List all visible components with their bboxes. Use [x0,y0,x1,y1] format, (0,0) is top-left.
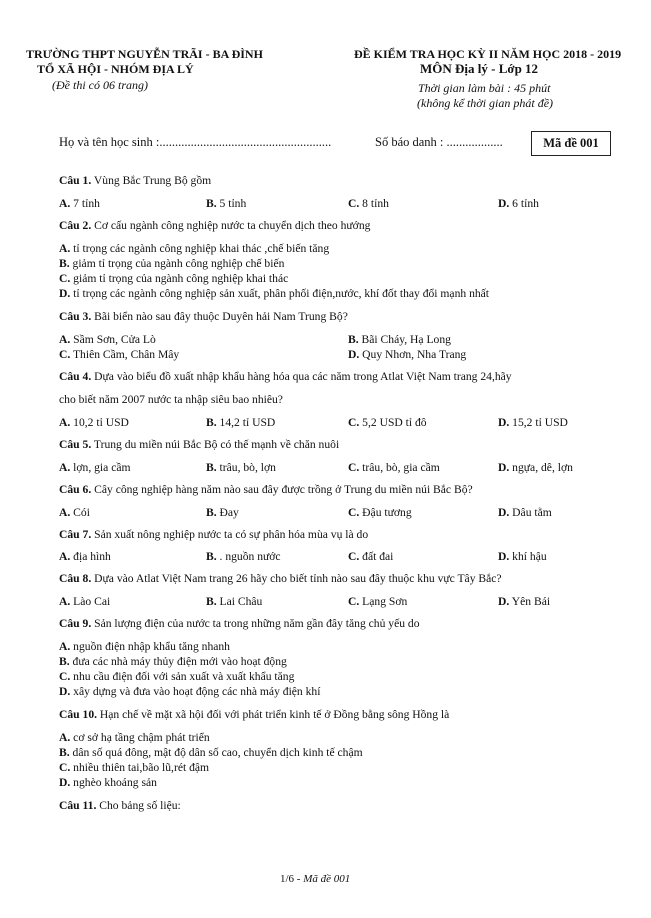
q8-option-c: C. Lạng Sơn [348,595,408,608]
q7-option-c: C. đất đai [348,550,394,563]
q7-option-a: A. địa hình [59,550,111,563]
q4-option-d: D. 15,2 tỉ USD [498,416,568,429]
q3-option-b: B. Bãi Cháy, Hạ Long [348,333,451,346]
q3-option-a: A. Sầm Sơn, Cửa Lò [59,333,156,346]
q9-option-c: C. nhu cầu điện đối với sản xuất và xuất khẩu tăng [59,670,295,683]
q5-option-a: A. lợn, gia cầm [59,461,131,474]
question-text: Vùng Bắc Trung Bộ gồm [91,174,212,187]
q7-option-d: D. khí hậu [498,550,547,563]
q10-option-a: A. cơ sở hạ tầng chậm phát triển [59,731,210,744]
question-4: Câu 4. Dựa vào biểu đồ xuất nhập khẩu hàng hóa qua các năm trong Atlat Việt Nam trang 24,hãy [59,370,512,383]
question-6: Câu 6. Cây công nghiệp hàng năm nào sau đây được trồng ở Trung du miền núi Bắc Bộ? [59,483,473,496]
q10-option-b: B. dân số quá đông, mật độ dân số cao, chuyển dịch kinh tế chậm [59,746,363,759]
q1-option-c: C. 8 tỉnh [348,197,389,210]
question-7: Câu 7. Sản xuất nông nghiệp nước ta có sự phân hóa mùa vụ là do [59,528,369,541]
q3-option-d: D. Quy Nhơn, Nha Trang [348,348,467,361]
question-4-line-2: cho biết năm 2007 nước ta nhập siêu bao nhiêu? [59,393,283,406]
student-name-field: Họ và tên học sinh :....................................................... [59,135,332,149]
q1-option-a: A. 7 tỉnh [59,197,100,210]
q7-option-b: B. . nguồn nước [206,550,281,563]
q6-option-c: C. Đậu tương [348,506,412,519]
school-name: TRƯỜNG THPT NGUYỄN TRÃI - BA ĐÌNH [26,47,263,61]
q1-option-d: D. 6 tỉnh [498,197,539,210]
q2-option-b: B. giảm tỉ trọng của ngành công nghiệp chế biến [59,257,285,270]
question-5: Câu 5. Trung du miền núi Bắc Bộ có thế mạnh về chăn nuôi [59,438,340,451]
footer-text: 1/6 - Mã đề 001 [280,873,351,885]
question-number: Câu 1. [59,174,92,187]
q10-option-d: D. nghèo khoáng sản [59,776,157,789]
exam-code: Mã đề 001 [543,136,599,150]
q8-option-d: D. Yên Bái [498,595,551,608]
question-1 [59,174,211,187]
q9-option-a: A. nguồn điện nhập khẩu tăng nhanh [59,640,230,653]
page-footer [280,873,350,885]
q3-option-c: C. Thiên Cầm, Chân Mây [59,348,180,361]
q9-option-d: D. xây dựng và đưa vào hoạt động các nhà máy điện khí [59,685,321,698]
question-3: Câu 3. Bãi biển nào sau đây thuộc Duyên hải Nam Trung Bộ? [59,310,348,323]
q2-option-c: C. giảm tỉ trọng của ngành công nghiệp khai thác [59,272,289,285]
exam-title: ĐỀ KIỂM TRA HỌC KỲ II NĂM HỌC 2018 - 2019 [354,47,622,61]
question-8: Câu 8. Dựa vào Atlat Việt Nam trang 26 hãy cho biết tỉnh nào sau đây thuộc khu vực Tây Bắc? [59,572,502,585]
question-10: Câu 10. Hạn chế về mặt xã hội đối với phát triển kinh tế ở Đồng bằng sông Hồng là [59,708,450,721]
q5-option-d: D. ngựa, dê, lợn [498,461,573,474]
q8-option-a: A. Lào Cai [59,595,111,608]
subject-line: MÔN Địa lý - Lớp 12 [420,61,539,76]
q9-option-b: B. đưa các nhà máy thủy điện mới vào hoạt động [59,655,287,668]
q4-option-a: A. 10,2 tỉ USD [59,416,129,429]
q2-option-a: A. tỉ trọng các ngành công nghiệp khai thác ,chế biến tăng [59,242,330,255]
question-2: Câu 2. Cơ cấu ngành công nghiệp nước ta chuyển dịch theo hướng [59,219,371,232]
q4-option-c: C. 5,2 USD tỉ đô [348,416,427,429]
q6-option-a: A. Cói [59,506,90,519]
q8-option-b: B. Lai Châu [206,595,263,608]
q5-option-b: B. trâu, bò, lợn [206,461,276,474]
q10-option-c: C. nhiều thiên tai,bão lũ,rét đậm [59,761,210,774]
q5-option-c: C. trâu, bò, gia cầm [348,461,440,474]
q6-option-d: D. Dâu tằm [498,506,552,519]
question-11: Câu 11. Cho bảng số liệu: [59,799,181,812]
q4-option-b: B. 14,2 tỉ USD [206,416,276,429]
q6-option-b: B. Đay [206,506,239,519]
question-9: Câu 9. Sản lượng điện của nước ta trong những năm gần đây tăng chủ yếu do [59,617,420,630]
pages-note: (Đề thi có 06 trang) [52,78,148,92]
department-name: TỔ XÃ HỘI - NHÓM ĐỊA LÝ [37,62,194,76]
q1-option-b: B. 5 tỉnh [206,197,247,210]
exam-time: Thời gian làm bài : 45 phút [418,81,551,95]
exam-time-note: (không kể thời gian phát đề) [417,96,554,110]
student-id-field: Số báo danh : .................. [375,135,503,149]
exam-code-box [531,131,611,156]
q2-option-d: D. tỉ trọng các ngành công nghiệp sản xuất, phân phối điện,nước, khí đốt thay đổi mạnh nhất [59,287,490,300]
